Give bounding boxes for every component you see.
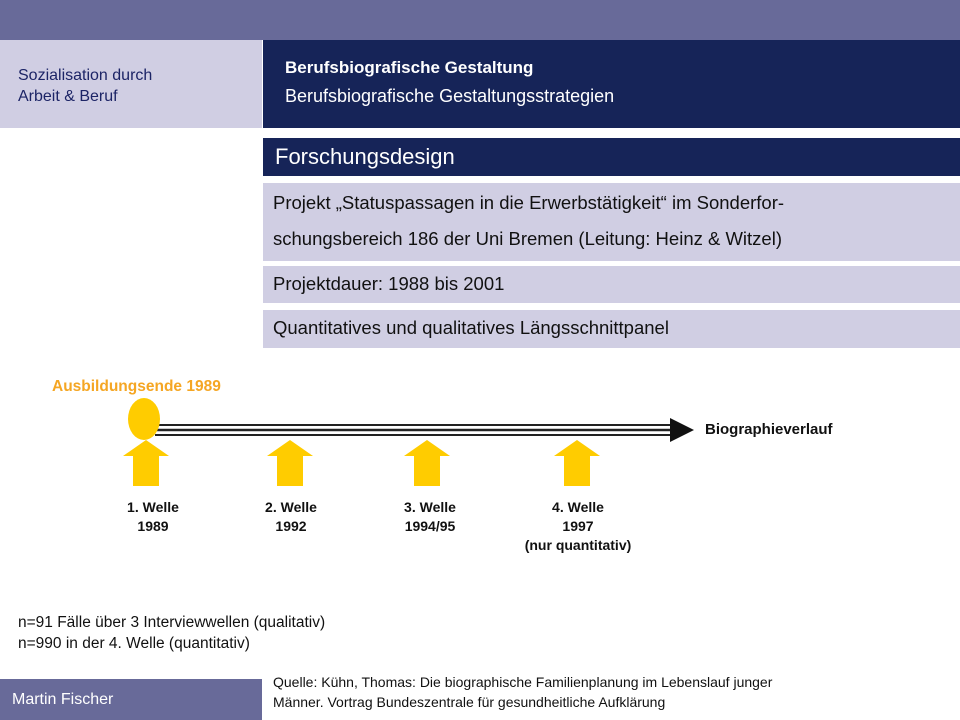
source-citation-line1: Quelle: Kühn, Thomas: Die biographische Familienplanung im Lebenslauf junger <box>273 674 773 690</box>
wave-4-arrow <box>554 440 600 486</box>
training-end-label: Ausbildungsende 1989 <box>52 378 221 395</box>
panel-box <box>263 310 960 348</box>
wave-4-label <box>513 498 643 555</box>
timeline-arrowhead <box>670 418 694 442</box>
sample-summary-line1: n=91 Fälle über 3 Interviewwellen (qualitativ) <box>18 614 326 631</box>
duration-text: Projektdauer: 1988 bis 2001 <box>273 273 505 294</box>
wave-3-arrow <box>404 440 450 486</box>
panel-text: Quantitatives und qualitatives Längsschnittpanel <box>273 317 669 338</box>
wave-4-note: (nur quantitativ) <box>524 537 632 553</box>
duration-box <box>263 266 960 303</box>
header-title: Berufsbiografische Gestaltung <box>285 58 534 77</box>
section-title: Forschungsdesign <box>275 144 455 169</box>
wave-2-arrow <box>267 440 313 486</box>
timeline-axis-label: Biographieverlauf <box>705 421 833 438</box>
top-band <box>0 0 960 40</box>
header-banner <box>263 40 960 128</box>
project-info-line1: Projekt „Statuspassagen in die Erwerbstätigkeit“ im Sonderfor- <box>273 192 785 213</box>
sample-summary <box>18 612 325 654</box>
wave-1-year: 1989 <box>137 518 169 534</box>
author-name: Martin Fischer <box>12 691 114 708</box>
project-info-line2: schungsbereich 186 der Uni Bremen (Leitung: Heinz & Witzel) <box>273 228 782 249</box>
wave-1-name: 1. Welle <box>127 499 179 515</box>
course-title-line1: Sozialisation durch <box>18 67 153 84</box>
wave-4-name: 4. Welle <box>552 499 604 515</box>
wave-2-year: 1992 <box>275 518 307 534</box>
wave-1-label <box>88 498 218 536</box>
wave-3-year: 1994/95 <box>404 518 456 534</box>
wave-3-label <box>365 498 495 536</box>
wave-3-name: 3. Welle <box>404 499 456 515</box>
header-subtitle: Berufsbiografische Gestaltungsstrategien <box>285 86 615 106</box>
source-citation-line2: Männer. Vortrag Bundeszentrale für gesundheitliche Aufklärung <box>273 694 666 710</box>
timeline-diagram <box>0 360 960 580</box>
course-title <box>18 65 152 107</box>
project-info-box <box>263 183 960 261</box>
training-end-marker <box>128 398 160 440</box>
wave-4-year: 1997 <box>562 518 594 534</box>
wave-2-label <box>226 498 356 536</box>
course-title-line2: Arbeit & Beruf <box>18 88 118 105</box>
wave-1-arrow <box>123 440 169 486</box>
source-citation <box>273 672 772 712</box>
wave-2-name: 2. Welle <box>265 499 317 515</box>
sample-summary-line2: n=990 in der 4. Welle (quantitativ) <box>18 635 250 652</box>
